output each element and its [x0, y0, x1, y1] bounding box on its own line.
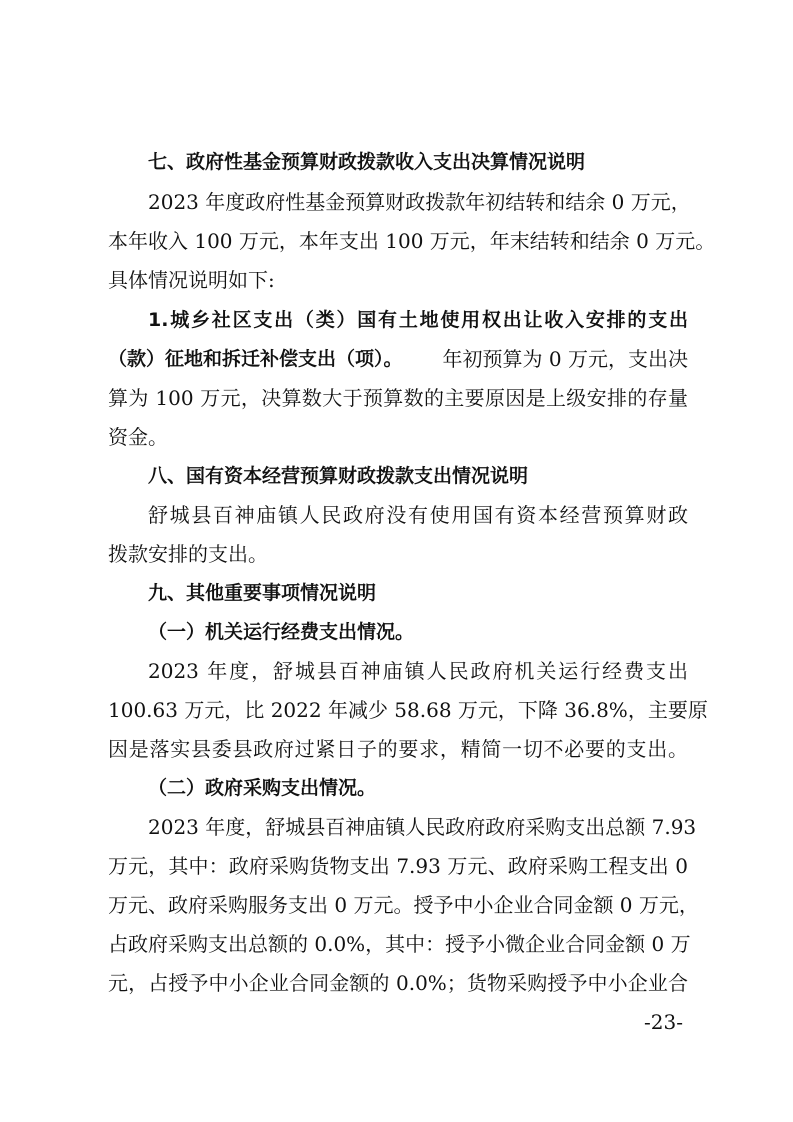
section-7-heading: 七、政府性基金预算财政拨款收入支出决算情况说明: [148, 151, 586, 173]
sub-1-para-line-3: 因是落实县委县政府过紧日子的要求，精简一切不必要的支出。: [108, 737, 688, 761]
section-8-para-line-2: 拨款安排的支出。: [108, 542, 268, 566]
section-8-para-line-1: 舒城县百神庙镇人民政府没有使用国有资本经营预算财政: [148, 503, 688, 527]
section-9-heading: 九、其他重要事项情况说明: [148, 582, 377, 604]
item-1-line-3: 算为 100 万元，决算数大于预算数的主要原因是上级安排的存量: [108, 386, 688, 410]
item-1-bold-line-2: （款）征地和拆迁补偿支出（项）。: [108, 348, 403, 370]
sub-1-para-line-2: 100.63 万元，比 2022 年减少 58.68 万元，下降 36.8%，主要原: [108, 698, 708, 722]
sub-2-para-line-3: 万元、政府采购服务支出 0 万元。授予中小企业合同金额 0 万元，: [108, 893, 699, 917]
section-7-para-line-2: 本年收入 100 万元，本年支出 100 万元，年末结转和结余 0 万元。: [108, 229, 716, 253]
item-1-line-4: 资金。: [108, 425, 168, 449]
item-1-bold-line-1: 1.城乡社区支出（类）国有土地使用权出让收入安排的支出: [148, 309, 688, 331]
section-9-sub-1-heading: （一）机关运行经费支出情况。: [148, 621, 415, 643]
page-number: -23-: [644, 1010, 683, 1034]
item-1-rest-line-2: 年初预算为 0 万元，支出决: [442, 347, 688, 371]
section-8-heading: 八、国有资本经营预算财政拨款支出情况说明: [148, 465, 529, 487]
item-1-line-2: [108, 344, 688, 374]
sub-2-para-line-4: 占政府采购支出总额的 0.0%，其中：授予小微企业合同金额 0 万: [108, 932, 691, 956]
sub-2-para-line-5: 元，占授予中小企业合同金额的 0.0%；货物采购授予中小企业合: [108, 971, 688, 995]
sub-1-para-line-1: 2023 年度，舒城县百神庙镇人民政府机关运行经费支出: [148, 659, 688, 683]
section-9-sub-2-heading: （二）政府采购支出情况。: [148, 777, 377, 799]
section-7-para-line-1: 2023 年度政府性基金预算财政拨款年初结转和结余 0 万元，: [148, 190, 691, 214]
sub-2-para-line-1: 2023 年度，舒城县百神庙镇人民政府政府采购支出总额 7.93: [148, 815, 697, 839]
section-7-para-line-3: 具体情况说明如下:: [108, 268, 275, 292]
sub-2-para-line-2: 万元，其中：政府采购货物支出 7.93 万元、政府采购工程支出 0: [108, 854, 688, 878]
